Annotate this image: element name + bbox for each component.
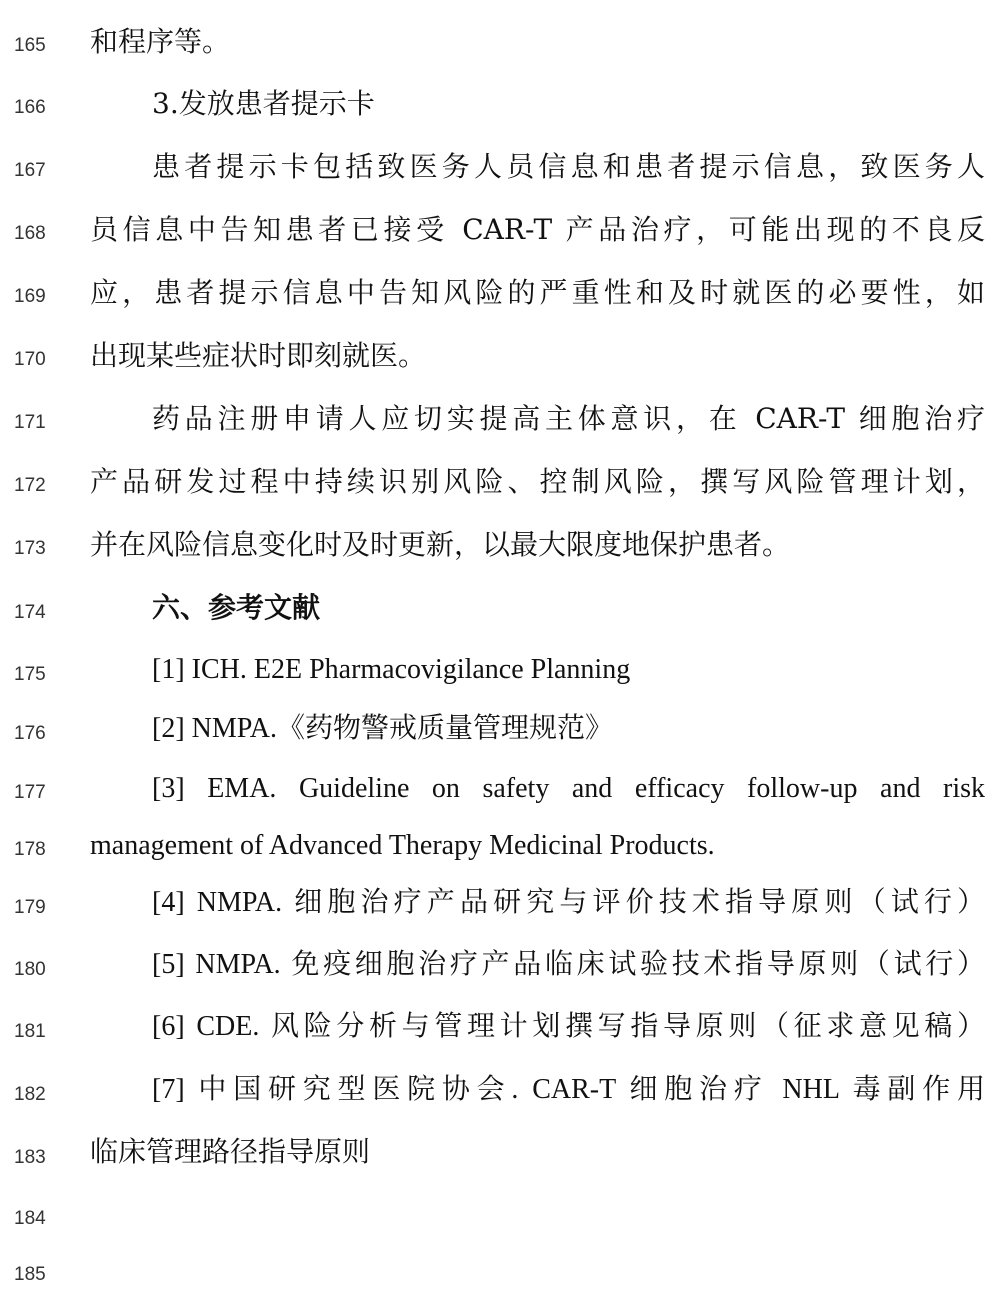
reference-item: [4] NMPA. 细胞治疗产品研究与评价技术指导原则（试行） <box>152 887 985 918</box>
line-number: 183 <box>14 1147 46 1168</box>
subheading: 3.发放患者提示卡 <box>152 87 375 120</box>
line-number: 167 <box>14 160 46 181</box>
line-number: 181 <box>14 1021 46 1042</box>
reference-item: [2] NMPA.《药物警戒质量管理规范》 <box>152 713 613 744</box>
line-number: 177 <box>14 782 46 803</box>
body-line: 出现某些症状时即刻就医。 <box>90 339 427 372</box>
line-number: 179 <box>14 897 46 918</box>
line-number: 165 <box>14 35 46 56</box>
reference-item: [6] CDE. 风险分析与管理计划撰写指导原则（征求意见稿） <box>152 1011 985 1042</box>
line-number: 180 <box>14 959 46 980</box>
line-number: 185 <box>14 1264 46 1285</box>
reference-item: 临床管理路径指导原则 <box>90 1137 371 1168</box>
line-number: 169 <box>14 286 46 307</box>
section-heading: 六、参考文献 <box>152 591 321 624</box>
line-number: 182 <box>14 1084 46 1105</box>
line-number: 178 <box>14 839 46 860</box>
line-number: 166 <box>14 97 46 118</box>
line-number: 173 <box>14 538 46 559</box>
reference-item: [7] 中国研究型医院协会. CAR-T 细胞治疗 NHL 毒副作用 <box>152 1074 985 1105</box>
body-line: 产品研发过程中持续识别风险、控制风险，撰写风险管理计划， <box>90 465 985 498</box>
reference-item: [1] ICH. E2E Pharmacovigilance Planning <box>152 654 631 685</box>
body-line: 员信息中告知患者已接受 CAR-T 产品治疗，可能出现的不良反 <box>90 213 985 246</box>
line-number: 175 <box>14 664 46 685</box>
body-line: 应，患者提示信息中告知风险的严重性和及时就医的必要性，如 <box>90 276 985 309</box>
line-number: 176 <box>14 723 46 744</box>
line-number: 171 <box>14 412 46 433</box>
line-number: 168 <box>14 223 46 244</box>
line-number: 184 <box>14 1208 46 1229</box>
body-line: 药品注册申请人应切实提高主体意识，在 CAR-T 细胞治疗 <box>152 402 985 435</box>
line-number: 170 <box>14 349 46 370</box>
body-line: 和程序等。 <box>90 25 231 58</box>
reference-item: [5] NMPA. 免疫细胞治疗产品临床试验技术指导原则（试行） <box>152 949 985 980</box>
reference-item: [3] EMA. Guideline on safety and efficacy follow-up and risk <box>152 773 985 804</box>
line-number: 174 <box>14 602 46 623</box>
body-line: 并在风险信息变化时及时更新，以最大限度地保护患者。 <box>90 528 791 561</box>
line-number: 172 <box>14 475 46 496</box>
body-line: 患者提示卡包括致医务人员信息和患者提示信息，致医务人 <box>152 150 985 183</box>
reference-item: management of Advanced Therapy Medicinal Products. <box>90 830 715 861</box>
